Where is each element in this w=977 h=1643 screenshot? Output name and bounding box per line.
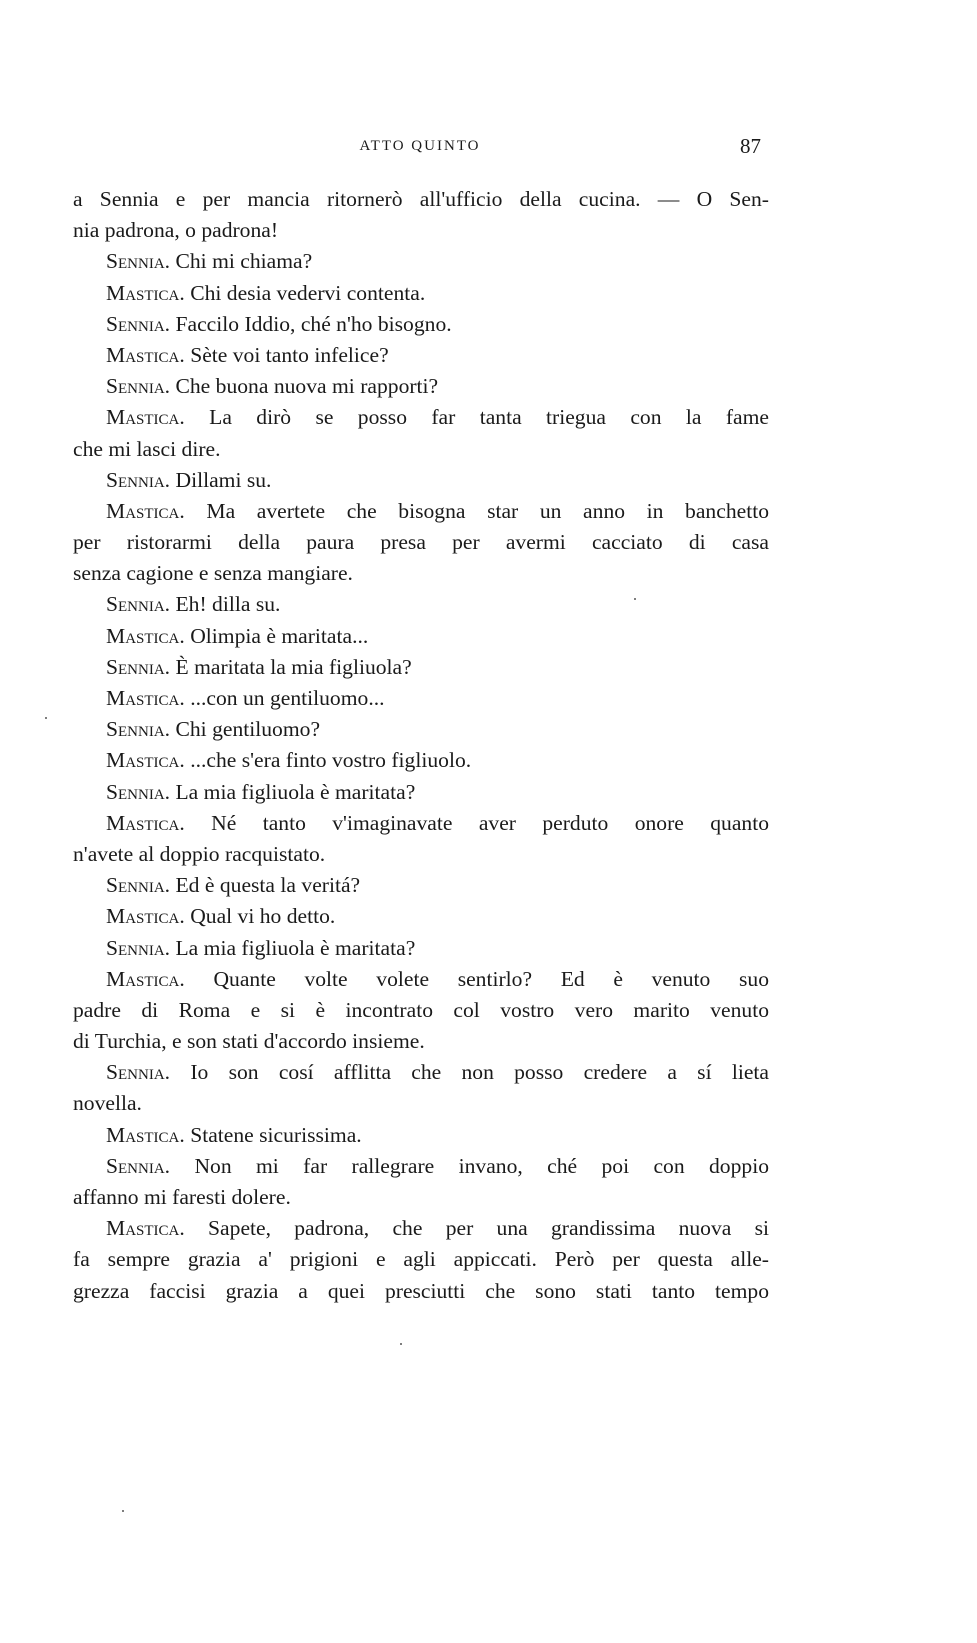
line-text: Dillami su. bbox=[175, 467, 272, 492]
speech-line bbox=[73, 246, 769, 277]
speaker-name: Sennia. bbox=[106, 1153, 171, 1178]
speaker-name: Mastica. bbox=[106, 1122, 185, 1147]
line-text: Sapete, padrona, che per una grandissima nuova si bbox=[208, 1216, 769, 1241]
speech-line bbox=[73, 465, 769, 496]
speaker-name: Mastica. bbox=[106, 904, 185, 929]
line-text: Chi desia vedervi contenta. bbox=[190, 280, 426, 305]
line-text: La mia figliuola è maritata? bbox=[175, 935, 416, 960]
line-text: Olimpia è maritata... bbox=[190, 623, 369, 648]
speech-line bbox=[73, 621, 769, 652]
continuation-line bbox=[73, 1182, 769, 1213]
line-text: Chi mi chiama? bbox=[175, 249, 313, 274]
speaker-name: Sennia. bbox=[106, 779, 171, 804]
continuation-line bbox=[73, 184, 769, 215]
speaker-name: Sennia. bbox=[106, 873, 171, 898]
speech-line bbox=[73, 309, 769, 340]
line-text: Faccilo Iddio, ché n'ho bisogno. bbox=[175, 311, 452, 336]
speech-line bbox=[73, 777, 769, 808]
line-text: n'avete al doppio racquistato. bbox=[73, 841, 326, 866]
continuation-line bbox=[73, 995, 769, 1026]
speaker-name: Sennia. bbox=[106, 935, 171, 960]
line-text: Che buona nuova mi rapporti? bbox=[175, 374, 439, 399]
line-text: Né tanto v'imaginavate aver perduto onore quanto bbox=[211, 810, 769, 835]
line-text: Ed è questa la veritá? bbox=[175, 873, 361, 898]
running-header bbox=[0, 134, 977, 164]
speech-line bbox=[73, 652, 769, 683]
speaker-name: Mastica. bbox=[106, 342, 185, 367]
speaker-name: Sennia. bbox=[106, 1060, 171, 1085]
continuation-line bbox=[73, 558, 769, 589]
line-text: che mi lasci dire. bbox=[73, 436, 221, 461]
speech-line bbox=[73, 340, 769, 371]
speech-line bbox=[73, 714, 769, 745]
continuation-line bbox=[73, 1088, 769, 1119]
line-text: grezza faccisi grazia a quei presciutti che sono stati tanto tempo bbox=[73, 1278, 769, 1303]
line-text: Chi gentiluomo? bbox=[175, 717, 321, 742]
line-text: fa sempre grazia a' prigioni e agli appiccati. Però per questa alle- bbox=[73, 1247, 769, 1272]
line-text: Sète voi tanto infelice? bbox=[190, 342, 389, 367]
speech-line bbox=[73, 496, 769, 527]
continuation-line bbox=[73, 1026, 769, 1057]
line-text: Eh! dilla su. bbox=[175, 592, 281, 617]
continuation-line bbox=[73, 215, 769, 246]
speaker-name: Mastica. bbox=[106, 748, 185, 773]
line-text: a Sennia e per mancia ritornerò all'ufficio della cucina. — O Sen- bbox=[73, 187, 769, 211]
speaker-name: Sennia. bbox=[106, 311, 171, 336]
line-text: Quante volte volete sentirlo? Ed è venuto suo bbox=[213, 966, 769, 991]
line-text: Qual vi ho detto. bbox=[190, 904, 336, 929]
speaker-name: Mastica. bbox=[106, 810, 185, 835]
speech-line bbox=[73, 808, 769, 839]
speaker-name: Mastica. bbox=[106, 280, 185, 305]
continuation-line bbox=[73, 839, 769, 870]
continuation-line bbox=[73, 434, 769, 465]
speech-line bbox=[73, 964, 769, 995]
speech-line bbox=[73, 1151, 769, 1182]
speaker-name: Mastica. bbox=[106, 498, 185, 523]
line-text: Io son cosí afflitta che non posso credere a sí lieta bbox=[190, 1060, 770, 1085]
speech-line bbox=[73, 278, 769, 309]
speech-line bbox=[73, 1213, 769, 1244]
speech-line bbox=[73, 683, 769, 714]
line-text: ...con un gentiluomo... bbox=[190, 686, 385, 710]
speech-line bbox=[73, 1120, 769, 1151]
line-text: nia padrona, o padrona! bbox=[73, 218, 279, 243]
line-text: La mia figliuola è maritata? bbox=[175, 779, 416, 804]
line-text: ...che s'era finto vostro figliuolo. bbox=[190, 748, 472, 773]
line-text: affanno mi faresti dolere. bbox=[73, 1185, 291, 1209]
speaker-name: Mastica. bbox=[106, 405, 185, 430]
speaker-name: Mastica. bbox=[106, 1216, 185, 1241]
speaker-name: Mastica. bbox=[106, 623, 185, 648]
line-text: senza cagione e senza mangiare. bbox=[73, 561, 353, 586]
line-text: padre di Roma e si è incontrato col vostro vero marito venuto bbox=[73, 997, 769, 1022]
speech-line bbox=[73, 1057, 769, 1088]
continuation-line bbox=[73, 1244, 769, 1275]
speaker-name: Mastica. bbox=[106, 686, 185, 710]
line-text: Non mi far rallegrare invano, ché poi con doppio bbox=[194, 1153, 769, 1178]
line-text: per ristorarmi della paura presa per avermi cacciato di casa bbox=[73, 530, 769, 555]
speech-line bbox=[73, 933, 769, 964]
speaker-name: Sennia. bbox=[106, 467, 171, 492]
print-speck bbox=[45, 717, 47, 719]
dialogue-text bbox=[73, 184, 769, 1307]
running-title: ATTO QUINTO bbox=[359, 138, 481, 154]
page-number: 87 bbox=[740, 134, 761, 158]
speech-line bbox=[73, 371, 769, 402]
print-speck bbox=[634, 598, 636, 600]
print-speck bbox=[122, 1510, 124, 1512]
line-text: Ma avertete che bisogna star un anno in banchetto bbox=[206, 498, 769, 523]
speaker-name: Sennia. bbox=[106, 592, 171, 617]
line-text: Statene sicurissima. bbox=[190, 1122, 362, 1147]
line-text: di Turchia, e son stati d'accordo insieme. bbox=[73, 1029, 425, 1054]
speaker-name: Sennia. bbox=[106, 249, 171, 274]
speech-line bbox=[73, 589, 769, 620]
line-text: È maritata la mia figliuola? bbox=[175, 654, 412, 679]
line-text: novella. bbox=[73, 1091, 142, 1116]
speech-line bbox=[73, 745, 769, 776]
speaker-name: Sennia. bbox=[106, 654, 171, 679]
speaker-name: Mastica. bbox=[106, 966, 185, 991]
print-speck bbox=[400, 1343, 402, 1345]
continuation-line bbox=[73, 527, 769, 558]
continuation-line bbox=[73, 1276, 769, 1307]
speaker-name: Sennia. bbox=[106, 717, 171, 742]
speech-line bbox=[73, 402, 769, 433]
speech-line bbox=[73, 901, 769, 932]
speech-line bbox=[73, 870, 769, 901]
speaker-name: Sennia. bbox=[106, 374, 171, 399]
line-text: La dirò se posso far tanta triegua con la fame bbox=[209, 405, 769, 430]
